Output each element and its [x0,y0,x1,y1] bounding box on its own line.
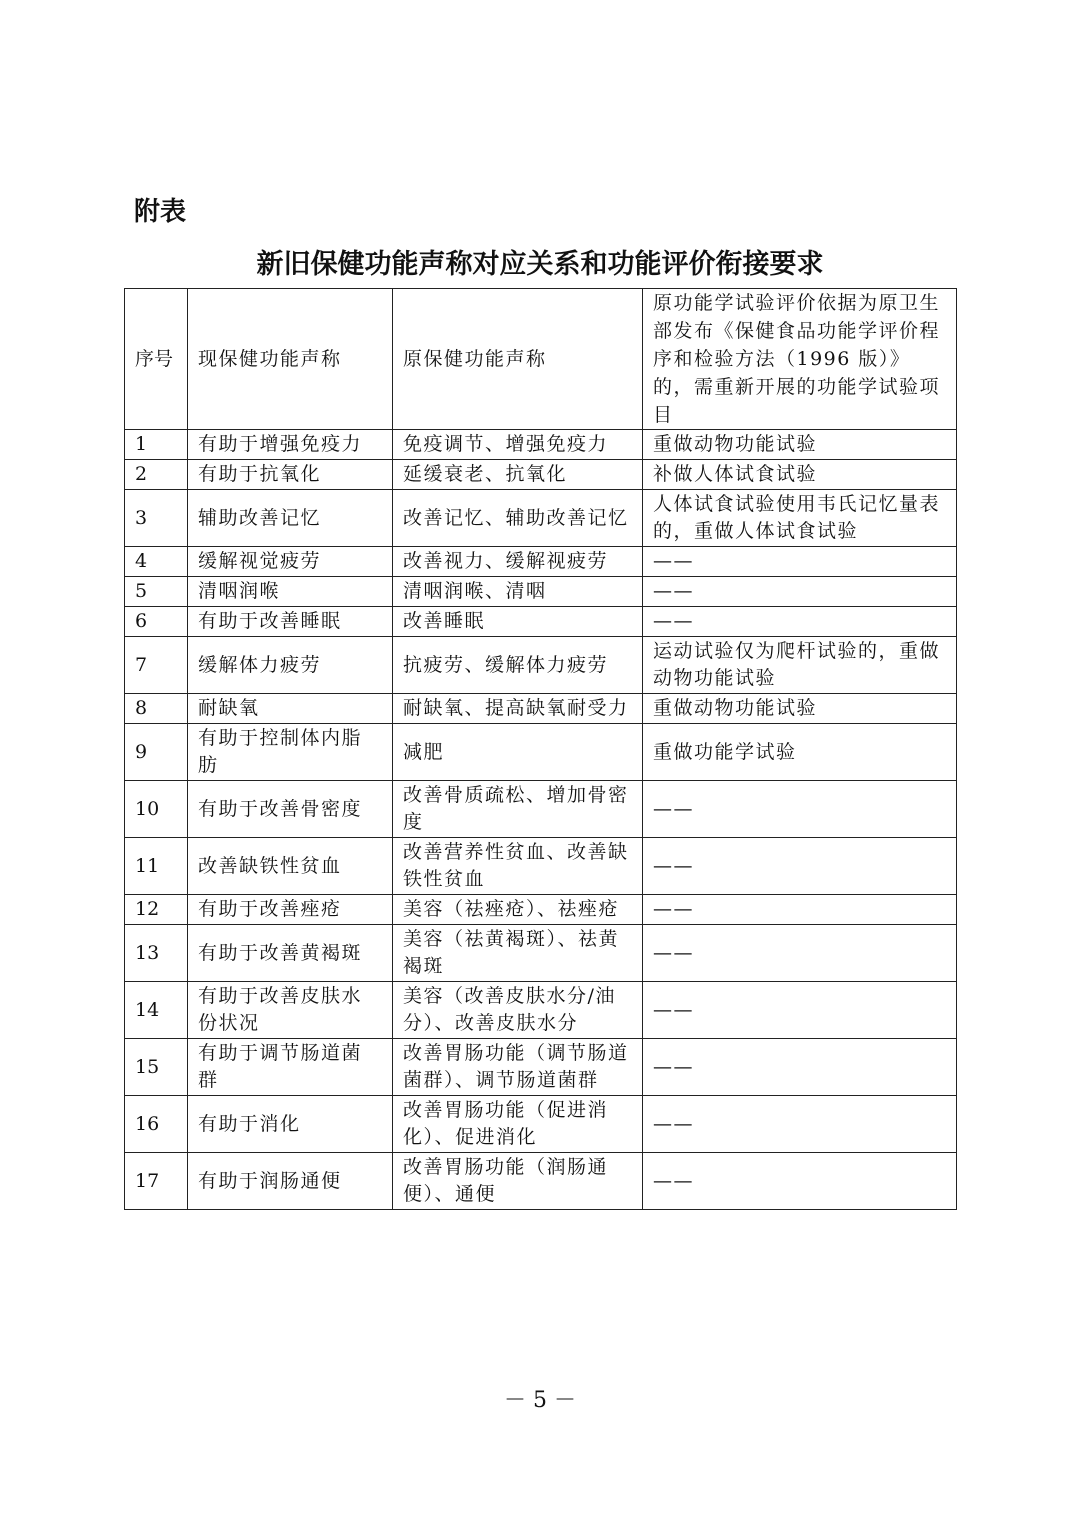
cell-retest-requirement: —— [643,547,957,577]
cell-retest-requirement: 运动试验仅为爬杆试验的，重做动物功能试验 [643,637,957,694]
cell-serial-number: 12 [125,895,188,925]
cell-serial-number: 4 [125,547,188,577]
cell-retest-requirement: —— [643,607,957,637]
cell-current-claim: 有助于增强免疫力 [188,430,393,460]
cell-original-claim: 清咽润喉、清咽 [393,577,643,607]
table-row [125,577,957,607]
cell-serial-number: 8 [125,694,188,724]
cell-original-claim: 改善胃肠功能（润肠通便）、通便 [393,1153,643,1210]
cell-original-claim: 美容（祛黄褐斑）、祛黄褐斑 [393,925,643,982]
table-row [125,781,957,838]
cell-serial-number: 15 [125,1039,188,1096]
cell-current-claim: 有助于改善痤疮 [188,895,393,925]
cell-serial-number: 11 [125,838,188,895]
cell-current-claim: 有助于消化 [188,1096,393,1153]
cell-serial-number: 2 [125,460,188,490]
cell-serial-number: 16 [125,1096,188,1153]
cell-original-claim: 改善记忆、辅助改善记忆 [393,490,643,547]
cell-serial-number: 10 [125,781,188,838]
cell-current-claim: 辅助改善记忆 [188,490,393,547]
cell-original-claim: 改善营养性贫血、改善缺铁性贫血 [393,838,643,895]
table-row [125,1153,957,1210]
cell-current-claim: 有助于改善皮肤水份状况 [188,982,393,1039]
table-row [125,1039,957,1096]
cell-retest-requirement: —— [643,1153,957,1210]
table-row [125,925,957,982]
cell-serial-number: 5 [125,577,188,607]
cell-original-claim: 减肥 [393,724,643,781]
document-title: 新旧保健功能声称对应关系和功能评价衔接要求 [256,249,824,280]
table-row [125,838,957,895]
cell-current-claim: 有助于改善黄褐斑 [188,925,393,982]
cell-retest-requirement: —— [643,1039,957,1096]
cell-serial-number: 14 [125,982,188,1039]
cell-original-claim: 改善骨质疏松、增加骨密度 [393,781,643,838]
header-cell-retest-requirement: 原功能学试验评价依据为原卫生部发布《保健食品功能学评价程序和检验方法（1996 版）》的，需重新开展的功能学试验项目 [643,289,957,430]
table-header-row [125,289,957,430]
cell-retest-requirement: —— [643,781,957,838]
cell-current-claim: 有助于改善骨密度 [188,781,393,838]
cell-original-claim: 耐缺氧、提高缺氧耐受力 [393,694,643,724]
cell-retest-requirement: —— [643,1096,957,1153]
attachment-label: 附表 [134,197,187,227]
cell-serial-number: 6 [125,607,188,637]
table-row [125,694,957,724]
cell-original-claim: 免疫调节、增强免疫力 [393,430,643,460]
header-cell-current-claim: 现保健功能声称 [188,289,393,430]
table-row [125,460,957,490]
cell-serial-number: 7 [125,637,188,694]
cell-retest-requirement: —— [643,982,957,1039]
cell-retest-requirement: —— [643,895,957,925]
table-row [125,637,957,694]
cell-retest-requirement: 人体试食试验使用韦氏记忆量表的，重做人体试食试验 [643,490,957,547]
header-cell-serial: 序号 [125,289,188,430]
cell-current-claim: 清咽润喉 [188,577,393,607]
cell-current-claim: 有助于改善睡眠 [188,607,393,637]
cell-original-claim: 抗疲劳、缓解体力疲劳 [393,637,643,694]
cell-current-claim: 改善缺铁性贫血 [188,838,393,895]
cell-retest-requirement: 重做动物功能试验 [643,694,957,724]
cell-serial-number: 13 [125,925,188,982]
claims-correspondence-table [124,288,957,1210]
cell-serial-number: 3 [125,490,188,547]
table-row [125,490,957,547]
header-cell-original-claim: 原保健功能声称 [393,289,643,430]
cell-serial-number: 17 [125,1153,188,1210]
cell-retest-requirement: —— [643,925,957,982]
table-row [125,895,957,925]
cell-current-claim: 缓解体力疲劳 [188,637,393,694]
cell-original-claim: 美容（改善皮肤水分/油分）、改善皮肤水分 [393,982,643,1039]
cell-retest-requirement: 重做动物功能试验 [643,430,957,460]
table-row [125,607,957,637]
cell-serial-number: 9 [125,724,188,781]
cell-retest-requirement: 重做功能学试验 [643,724,957,781]
cell-current-claim: 有助于控制体内脂肪 [188,724,393,781]
table-row [125,547,957,577]
cell-current-claim: 有助于抗氧化 [188,460,393,490]
page-number: － 5 － [504,1388,576,1413]
cell-original-claim: 改善视力、缓解视疲劳 [393,547,643,577]
cell-retest-requirement: —— [643,838,957,895]
cell-original-claim: 改善睡眠 [393,607,643,637]
table-row [125,430,957,460]
cell-original-claim: 改善胃肠功能（促进消化）、促进消化 [393,1096,643,1153]
table-row [125,724,957,781]
table-row [125,982,957,1039]
cell-original-claim: 美容（祛痤疮）、祛痤疮 [393,895,643,925]
table-row [125,1096,957,1153]
cell-current-claim: 有助于润肠通便 [188,1153,393,1210]
cell-original-claim: 改善胃肠功能（调节肠道菌群）、调节肠道菌群 [393,1039,643,1096]
cell-original-claim: 延缓衰老、抗氧化 [393,460,643,490]
cell-retest-requirement: —— [643,577,957,607]
cell-current-claim: 缓解视觉疲劳 [188,547,393,577]
cell-retest-requirement: 补做人体试食试验 [643,460,957,490]
cell-current-claim: 耐缺氧 [188,694,393,724]
cell-serial-number: 1 [125,430,188,460]
cell-current-claim: 有助于调节肠道菌群 [188,1039,393,1096]
